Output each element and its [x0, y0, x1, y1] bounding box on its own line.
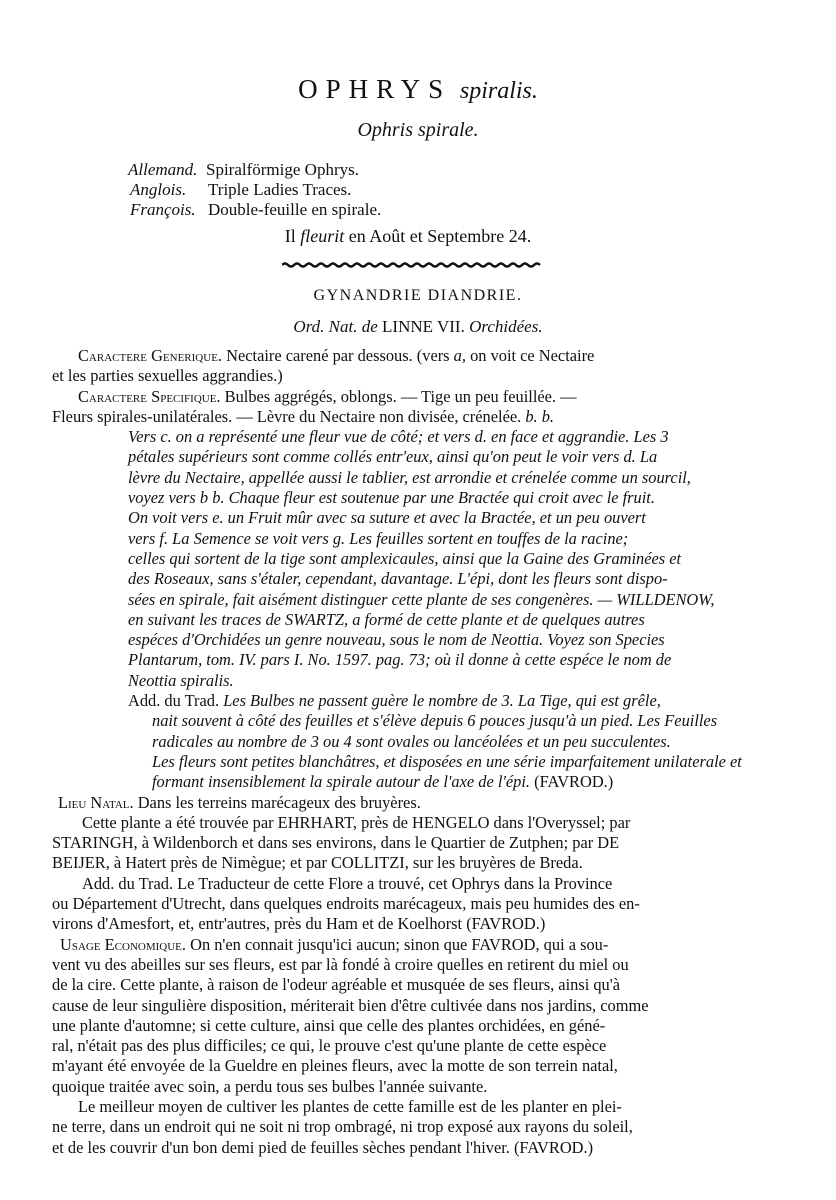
text-line: STARINGH, à Wildenborch et dans ses environs, dans le Quartier de Zutphen; par DE	[52, 833, 620, 853]
common-name-row	[128, 160, 381, 180]
text-line: celles qui sortent de la tige sont amplexicaules, ainsi que la Gaine des Graminées et	[128, 548, 682, 568]
text-line: vers f. La Semence se voit vers g. Les feuilles sortent en touffes de la racine;	[128, 528, 629, 548]
description-text	[52, 346, 792, 1158]
text-line: ou Département d'Utrecht, dans quelques endroits marécageux, mais peu humides des en-	[52, 894, 640, 914]
plate-number: 24.	[508, 226, 532, 246]
text-span: a,	[453, 346, 466, 365]
text-line	[52, 387, 792, 407]
flowering-pre: Il	[284, 226, 296, 246]
text-line: et les parties sexuelles aggrandies.)	[52, 366, 283, 386]
language-label: Allemand.	[128, 160, 198, 179]
text-line: pétales supérieurs sont comme collés entr'eux, ainsi qu'on peut le voir vers d. La	[128, 447, 658, 467]
text-span: b. b.	[525, 406, 555, 426]
french-name: Ophris spirale.	[357, 119, 479, 141]
text-line: Plantarum, tom. IV. pars I. No. 1597. pag. 73; où il donne à cette espéce le nom de	[128, 650, 672, 670]
text-line: ne terre, dans un endroit qui ne soit ni trop ombragé, ni trop exposé aux rayons du soleil,	[52, 1117, 633, 1137]
text-line: sées en spirale, fait aisément distinguer cette plante de ses congenères. — WILLDENOW,	[128, 589, 715, 609]
order-family: Orchidées.	[469, 317, 543, 336]
text-line	[52, 793, 792, 813]
generic-character-label: Caractere Generique.	[78, 346, 223, 365]
text-line: en suivant les traces de SWARTZ, a formé de cette plante et de quelques autres	[128, 609, 645, 629]
text-line	[52, 772, 792, 792]
order-prep: de	[361, 317, 378, 336]
text-line: de la cire. Cette plante, à raison de l'odeur agréable et musquée de ses fleurs, ainsi qu'à	[52, 975, 620, 995]
text-line	[52, 691, 792, 711]
flowering-verb: fleurit	[300, 226, 345, 246]
text-span: Bulbes aggrégés, oblongs. — Tige un peu feuillée. —	[224, 386, 577, 406]
text-line: et de les couvrir d'un bon demi pied de feuilles sèches pendant l'hiver. (FAVROD.)	[52, 1137, 594, 1157]
text-line: radicales au nombre de 3 ou 4 sont ovales ou lancéolées et un peu succulentes.	[152, 731, 671, 751]
common-name: Spiralförmige Ophrys.	[206, 160, 359, 179]
natural-order	[0, 317, 836, 337]
order-author: LINNE VII.	[382, 317, 465, 336]
text-span: (FAVROD.)	[534, 772, 614, 792]
text-line: espéces d'Orchidées un genre nouveau, sous le nom de Neottia. Voyez son Species	[128, 630, 665, 650]
text-span: on voit ce Nectaire	[470, 346, 595, 365]
text-line	[52, 346, 792, 366]
text-line: nait souvent à côté des feuilles et s'élève depuis 6 pouces jusqu'à un pied. Les Feuilles	[152, 711, 718, 731]
common-name: Triple Ladies Traces.	[208, 180, 352, 199]
text-line: BEIJER, à Hatert près de Nimègue; et par COLLITZI, sur les bruyères de Breda.	[52, 853, 583, 873]
common-names	[128, 160, 381, 220]
text-line: une plante d'automne; si cette culture, ainsi que celle des plantes orchidées, en géné-	[52, 1015, 606, 1035]
common-name-row	[128, 200, 381, 220]
decorative-rule	[282, 262, 544, 268]
language-label: Anglois.	[130, 180, 187, 199]
text-span: Dans les terreins marécageux des bruyères.	[137, 792, 421, 812]
text-span: formant insensiblement la spirale autour de l'axe de l'épi.	[152, 772, 531, 792]
text-line: On voit vers e. un Fruit mûr avec sa suture et avec la Bractée, et un peu ouvert	[128, 508, 646, 528]
usage-label: Usage Economique.	[60, 934, 186, 954]
text-line: Le meilleur moyen de cultiver les plantes de cette famille est de les planter en plei-	[78, 1096, 622, 1116]
text-line: virons d'Amesfort, et, entr'autres, près du Ham et de Koelhorst (FAVROD.)	[52, 914, 546, 934]
page-title	[0, 74, 836, 105]
text-line: Les fleurs sont petites blanchâtres, et disposées en une série imparfaitement unilaterale et	[152, 751, 742, 771]
text-span: On n'en connait jusqu'ici aucun; sinon que FAVROD, qui a sou-	[190, 934, 609, 954]
text-span: Nectaire carené par dessous. (vers	[226, 346, 450, 365]
species-name: spiralis.	[459, 78, 538, 104]
genus-name: OPHRYS	[298, 74, 452, 104]
text-line: vent vu des abeilles sur ses fleurs, est par là fondé à croire quelles en retirent du miel ou	[52, 954, 629, 974]
text-line: Neottia spiralis.	[128, 670, 234, 690]
text-line: des Roseaux, sans s'étaler, cependant, davantage. L'épi, dont les fleurs sont dispo-	[128, 569, 668, 589]
text-line: Vers c. on a représenté une fleur vue de côté; et vers d. en face et aggrandie. Les 3	[128, 427, 669, 447]
specific-character-label: Caractere Specifique.	[78, 386, 221, 406]
common-name: Double-feuille en spirale.	[208, 200, 382, 219]
text-line: cause de leur singulière disposition, mériterait bien d'être cultivée dans nos jardins, comme	[52, 995, 649, 1015]
text-line: ral, n'était pas des plus difficiles; ce qui, le prouve c'est qu'une plante de cette espèce	[52, 1036, 607, 1056]
text-line: quoique traitée avec soin, a perdu tous ses bulbes l'année suivante.	[52, 1076, 488, 1096]
text-line: voyez vers b b. Chaque fleur est soutenue par une Bractée qui croit avec le fruit.	[128, 488, 655, 508]
text-line	[52, 935, 792, 955]
habitat-label: Lieu Natal.	[58, 792, 134, 812]
text-line: Add. du Trad. Le Traducteur de cette Flore a trouvé, cet Ophrys dans la Province	[82, 873, 613, 893]
linnaean-class: GYNANDRIE DIANDRIE.	[313, 287, 523, 304]
translator-note-label: Add. du Trad.	[128, 691, 220, 711]
text-line: lèvre du Nectaire, appellée aussi le tablier, est arrondie et crénelée comme un sourcil,	[128, 467, 691, 487]
common-name-row	[128, 180, 381, 200]
text-span: Fleurs spirales-unilatérales. — Lèvre du Nectaire non divisée, crénelée.	[52, 406, 522, 426]
flowering-line	[0, 226, 816, 247]
text-line: Cette plante a été trouvée par EHRHART, près de HENGELO dans l'Overyssel; par	[82, 812, 631, 832]
text-line	[52, 407, 792, 427]
order-label: Ord. Nat.	[293, 317, 358, 336]
language-label: François.	[130, 200, 196, 219]
text-line: m'ayant été envoyée de la Gueldre en pleines fleurs, avec la motte de son terrein natal,	[52, 1056, 618, 1076]
text-span: Les Bulbes ne passent guère le nombre de 3. La Tige, qui est grêle,	[223, 691, 661, 711]
flowering-months: en Août et Septembre	[348, 226, 505, 246]
